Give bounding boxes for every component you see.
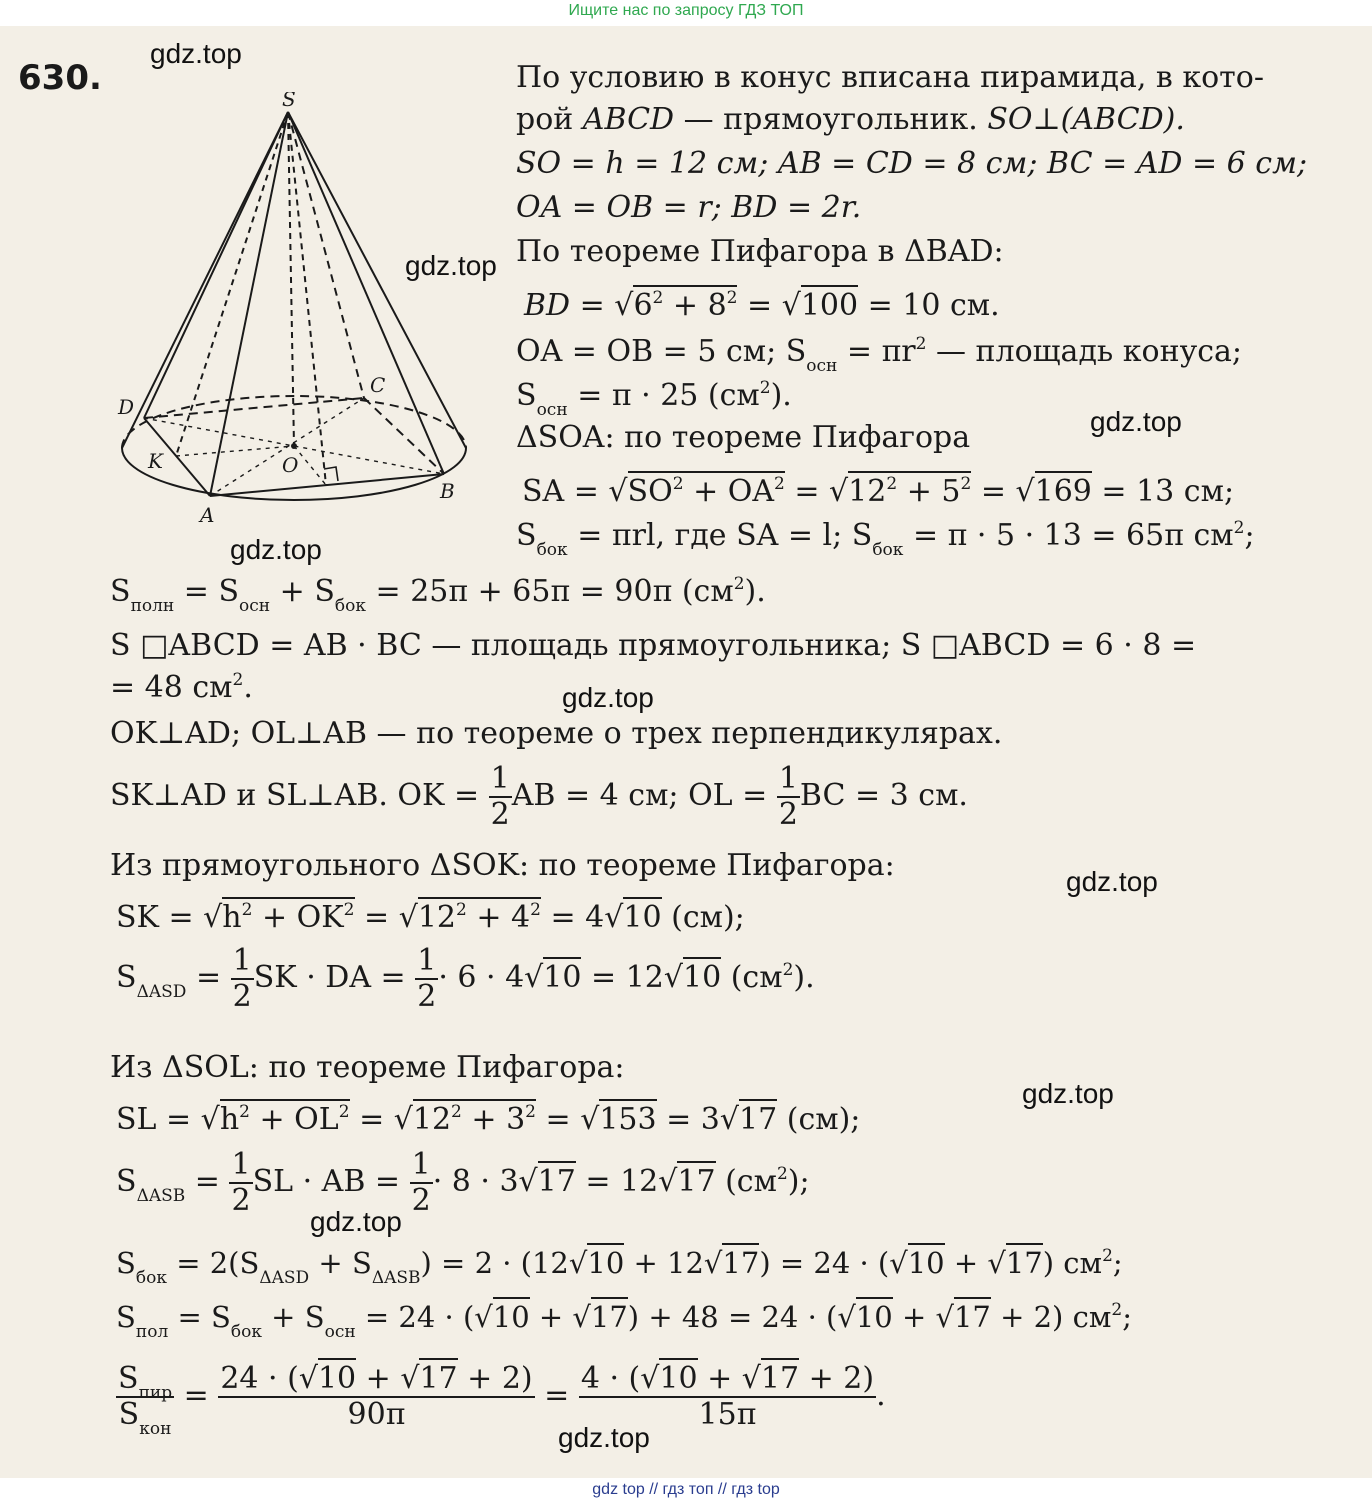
formula-line: BD = $√6^2 + 8^2 = √100 = 10$ см. — [524, 288, 1000, 323]
text-line: OA = OB = r; BD = 2r. — [516, 190, 862, 225]
formula-line: $S_{пол} = S_{бок} + S_{осн} = 24 \cdot (√10 + √17) + 48 = 24 \cdot (√10 + √17 + 2)$ $см^2$; — [116, 1300, 1132, 1334]
formula-line: $S_{\Delta ASD}$ = $\frac{1}{2}$ SK · DA = $\frac{1}{2}$ · 6 · 4√10 = 12√10 $(см^2)$. — [116, 943, 815, 1014]
top-banner[interactable]: Ищите нас по запросу ГДЗ ТОП — [568, 2, 804, 19]
formula-line: $S_{бок} = 2(S_{\Delta ASD} + S_{\Delta ASB}) = 2 \cdot (12√10 + 12√17) = 24 \cdot (√10 + √17)$ $см^2$; — [116, 1246, 1123, 1280]
text-line: $S_{бок} = \pi rl$, где SA = l; $S_{бок} = \pi \cdot 5 \cdot 13 = 65\pi$ $см^2$; — [516, 518, 1255, 560]
text-line: = 48 $см^2$. — [110, 670, 253, 705]
label-B: B — [440, 479, 455, 503]
formula-line: SK⊥AD и SL⊥AB. OK = $\frac{1}{2}$ AB = 4 см; OL = $\frac{1}{2}$ BC = 3 см. — [110, 761, 968, 832]
watermark: gdz.top — [310, 1206, 402, 1237]
text-line: По теореме Пифагора в ΔBAD: — [516, 234, 1004, 269]
watermark: gdz.top — [562, 682, 654, 713]
text-line: ΔSOA: по теореме Пифагора — [516, 420, 971, 455]
text-line: $S_{полн} = S_{осн} + S_{бок} = 25\pi + 65\pi = 90\pi$ $(см^2)$. — [110, 574, 766, 616]
text-line: S □ABCD = AB · BC — площадь прямоугольника; S □ABCD = 6 · 8 = — [110, 628, 1197, 663]
formula-line: $\frac{S_{пир}}{S_{кон}}$ = $\frac{24 \cdot (√10 + √17 + 2)}{90\pi}$ = $\frac{4 \cdot (√10 + √17 + 2)}{15\pi}$ . — [116, 1364, 886, 1430]
watermark: gdz.top — [150, 38, 242, 69]
watermark: gdz.top — [558, 1422, 650, 1453]
text-line: OK⊥AD; OL⊥AB — по теореме о трех перпендикулярах. — [110, 716, 1003, 751]
text-line: SO = h = 12 см; AB = CD = 8 см; BC = AD = 6 см; — [516, 146, 1308, 181]
watermark: gdz.top — [1090, 406, 1182, 437]
label-O: O — [282, 453, 299, 477]
label-C: C — [370, 373, 386, 397]
label-D: D — [118, 395, 135, 419]
watermark: gdz.top — [230, 534, 322, 565]
bottom-banner[interactable]: gdz top // гдз топ // гдз top — [592, 1481, 780, 1498]
watermark: gdz.top — [1022, 1078, 1114, 1109]
problem-number: 630. — [18, 58, 102, 98]
text-line: OA = OB = 5 см; $S_{осн} = \pi r^2$ — площадь конуса; — [516, 334, 1243, 376]
label-K: K — [148, 449, 163, 473]
watermark: gdz.top — [1066, 866, 1158, 897]
formula-line: $S_{\Delta ASB}$ = $\frac{1}{2}$ SL · AB = $\frac{1}{2}$ · 8 · 3√17 = 12√17 $(см^2)$; — [116, 1147, 810, 1218]
text-line: рой ABCD — прямоугольник. SO⊥(ABCD). — [516, 102, 1185, 137]
text-line: Из ΔSOL: по теореме Пифагора: — [110, 1050, 625, 1085]
text-line: По условию в конус вписана пирамида, в кото- — [516, 60, 1264, 95]
label-A: A — [200, 503, 215, 527]
text-line: Из прямоугольного ΔSOK: по теореме Пифагора: — [110, 848, 895, 883]
label-S: S — [282, 92, 296, 111]
formula-line: SA = $√SO^2 + OA^2 = √12^2 + 5^2 = √169 = 13$ см; — [522, 474, 1234, 509]
watermark: gdz.top — [405, 250, 497, 281]
formula-line: SK = $√h^2 + OK^2 = √12^2 + 4^2 = 4√10$ (см); — [116, 900, 745, 935]
formula-line: SL = $√h^2 + OL^2 = √12^2 + 3^2 = √153 = 3√17$ (см); — [116, 1102, 860, 1137]
text-line: $S_{осн} = \pi \cdot 25$ $(см^2)$. — [516, 378, 792, 420]
cone-pyramid-figure — [112, 92, 472, 532]
